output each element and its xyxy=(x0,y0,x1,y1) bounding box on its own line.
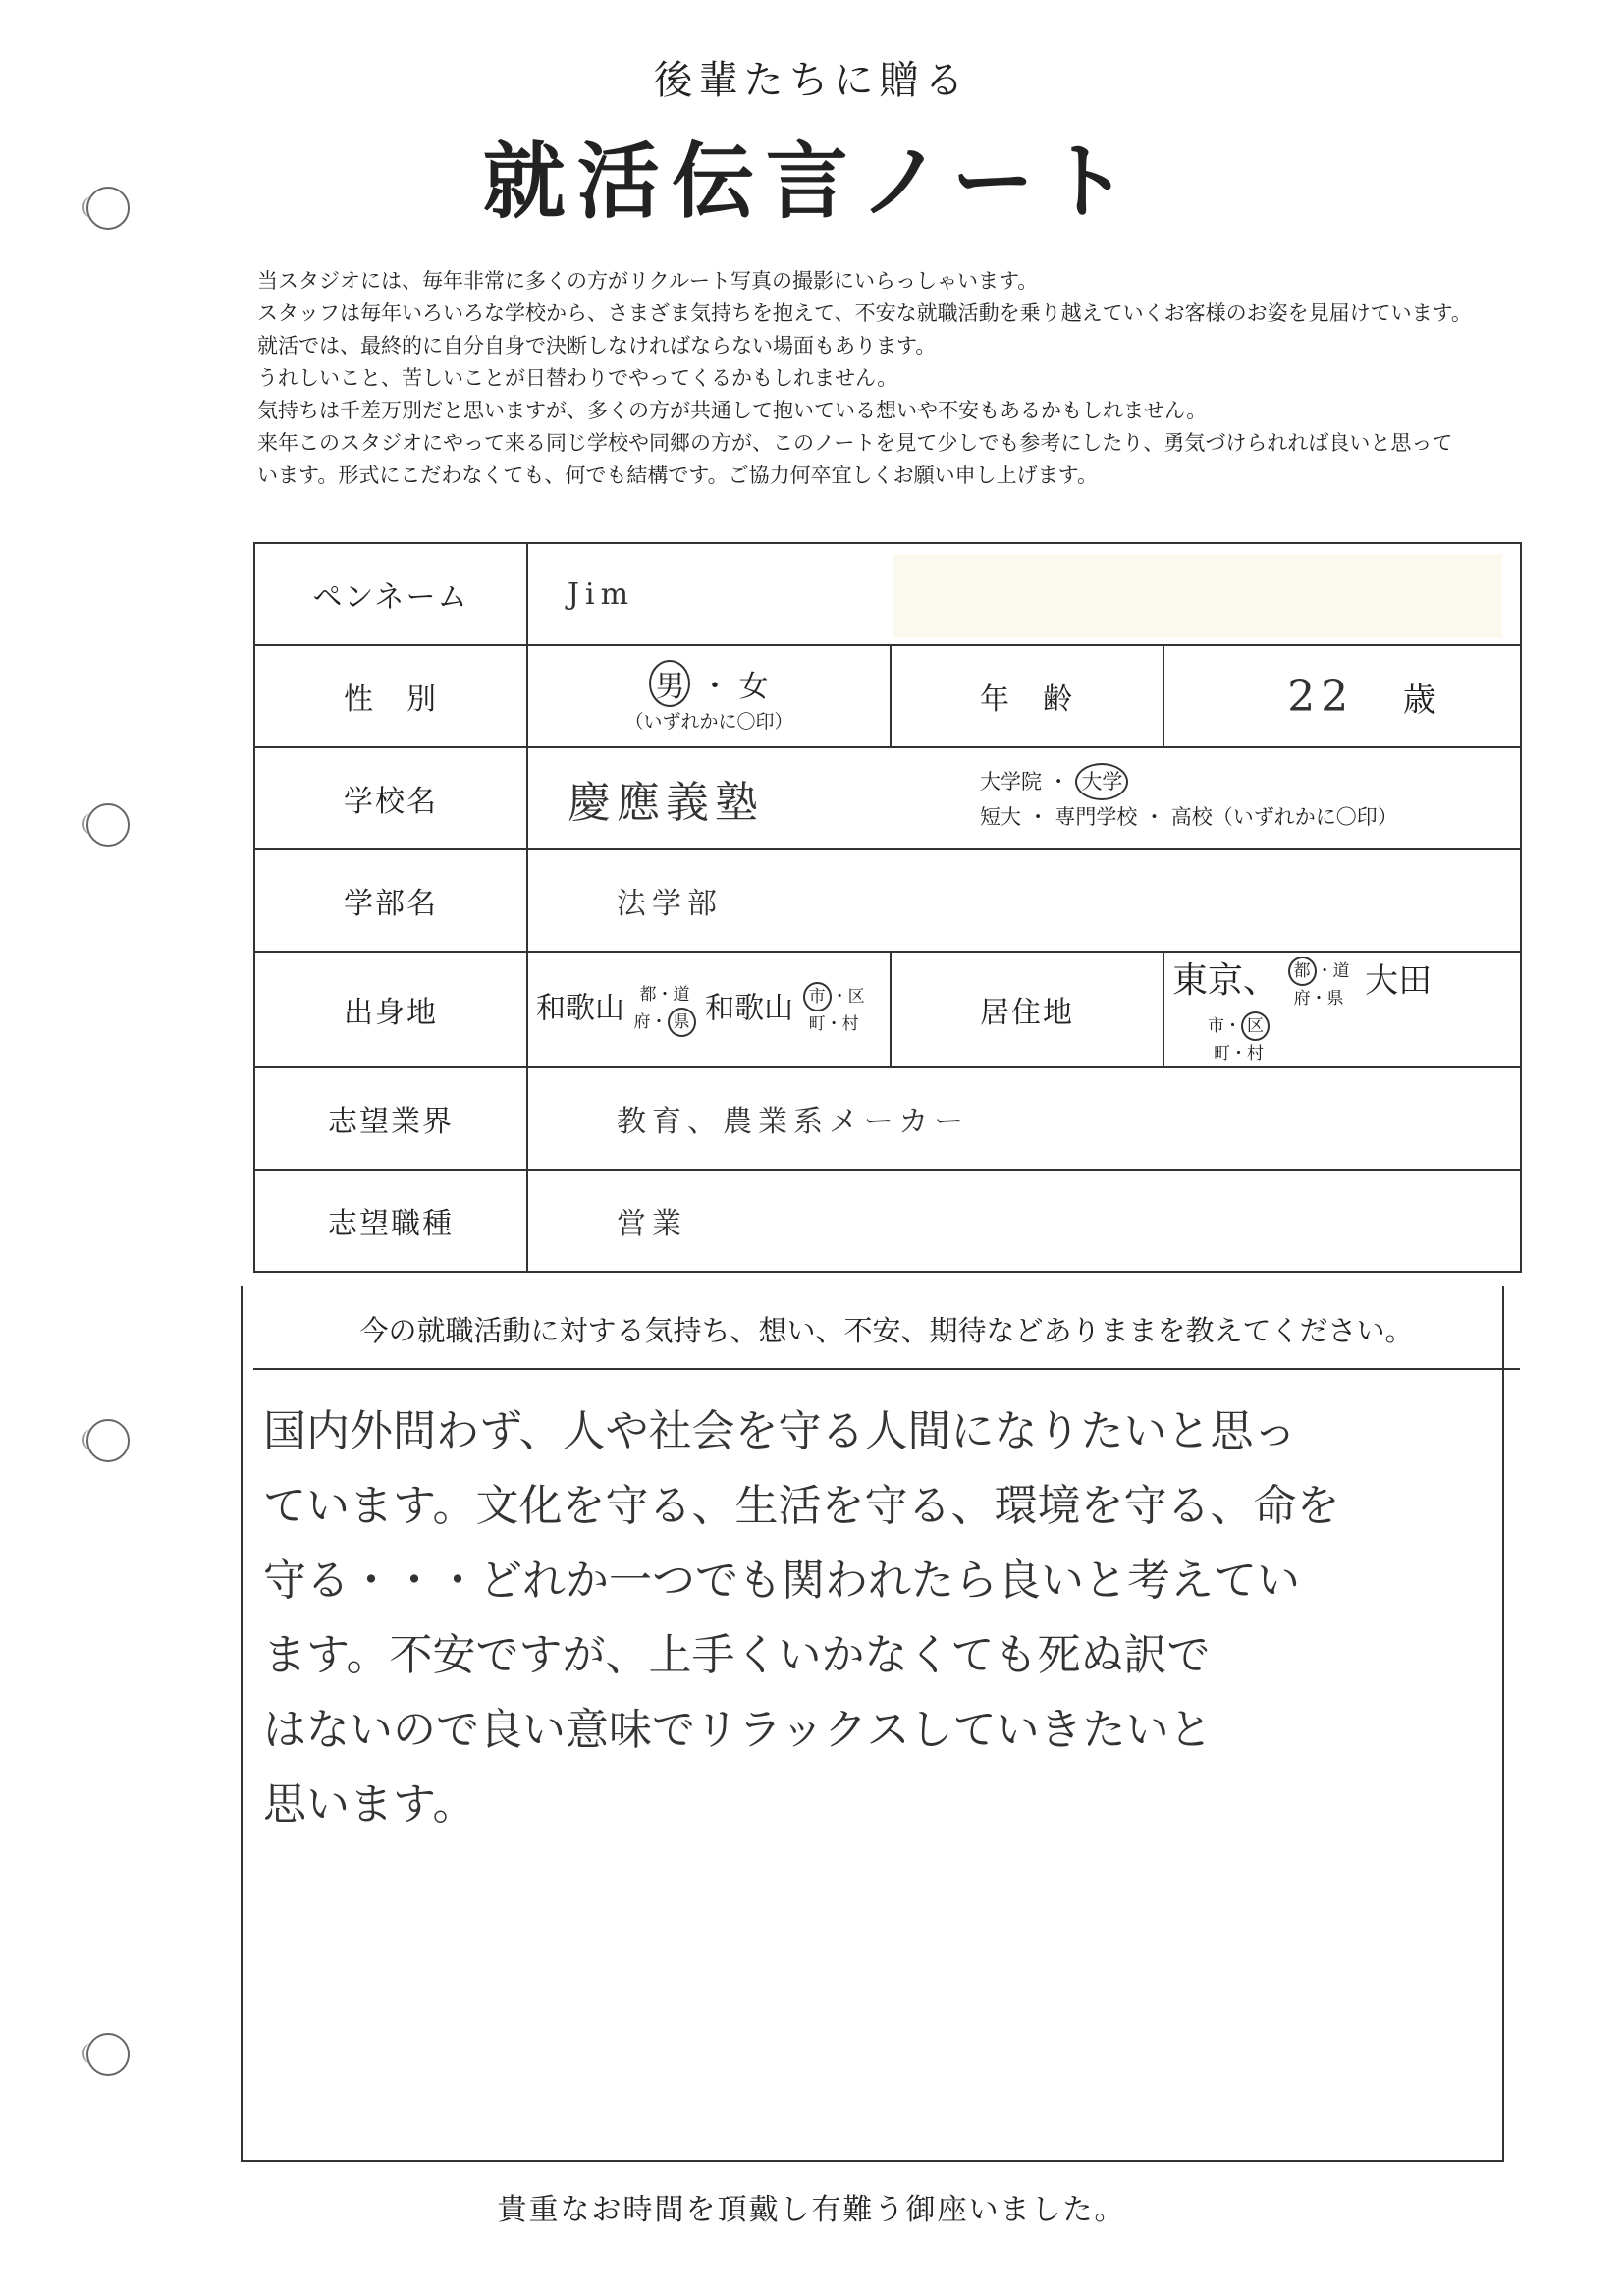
industry-label: 志望業界 xyxy=(254,1067,527,1170)
answer-line: 守る・・・どれか一つでも関われたら良いと考えてい xyxy=(263,1556,1300,1606)
residence-pref-suffix-bottom: 府・県 xyxy=(1293,988,1344,1009)
school-label: 学校名 xyxy=(254,747,527,849)
residence-pref-suffix xyxy=(1288,957,1350,1011)
origin-city-suffix-top-b: ・区 xyxy=(831,986,865,1007)
intro-line: 気持ちは千差万別だと思いますが、多くの方が共通して抱いている想いや不安もあるかもしれません。 xyxy=(257,399,1208,422)
origin-city-suffix-bottom: 町・村 xyxy=(808,1013,859,1034)
school-type-university: 大学 xyxy=(1075,763,1128,800)
industry-row xyxy=(254,1067,1521,1170)
industry-value: 教育、農業系メーカー xyxy=(527,1067,1521,1170)
intro-line: うれしいこと、苦しいことが日替わりでやってくるかもしれません。 xyxy=(257,366,898,390)
job-label: 志望職種 xyxy=(254,1170,527,1272)
gender-male: 男 xyxy=(649,660,690,707)
intro-line: 就活では、最終的に自分自身で決断しなければならない場面もあります。 xyxy=(257,334,937,357)
answer-text xyxy=(263,1394,1500,1842)
origin-pref-suffix-selected: 県 xyxy=(668,1008,696,1037)
origin-city-suffix xyxy=(803,982,865,1037)
residence-pref-suffix-top-b: ・道 xyxy=(1316,960,1350,981)
school-value: 慶應義塾 xyxy=(568,778,764,828)
profile-form xyxy=(253,542,1522,1273)
intro-text xyxy=(257,265,1602,492)
gender-label: 性 別 xyxy=(254,645,527,747)
binder-hole-4 xyxy=(86,2033,130,2076)
faculty-label: 学部名 xyxy=(254,849,527,952)
gender-cell xyxy=(527,645,891,747)
residence-label: 居住地 xyxy=(891,952,1163,1067)
answer-line: はないので良い意味でリラックスしていきたいと xyxy=(263,1705,1213,1755)
residence-city-suffix xyxy=(1208,1011,1270,1066)
age-cell xyxy=(1163,645,1521,747)
intro-line: スタッフは毎年いろいろな学校から、さまざま気持ちを抱えて、不安な就職活動を乗り越えていくお客様のお姿を見届けています。 xyxy=(257,301,1472,325)
origin-city: 和歌山 xyxy=(705,991,794,1026)
answer-line: 思います。 xyxy=(263,1779,476,1830)
origin-cell xyxy=(527,952,891,1067)
pen-name-label: ペンネーム xyxy=(254,543,527,645)
pen-name-value: Jim xyxy=(527,543,1521,645)
faculty-row xyxy=(254,849,1521,952)
intro-line: 来年このスタジオにやって来る同じ学校や同郷の方が、このノートを見て少しでも参考にしたり、勇気づけられれば良いと思って xyxy=(257,431,1453,455)
age-unit: 歳 xyxy=(1402,680,1436,720)
binder-hole-2 xyxy=(86,803,130,847)
age-value: 22 xyxy=(1287,671,1355,722)
residence-city-suffix-top-a: 市・ xyxy=(1208,1015,1241,1036)
residence-pref-suffix-selected: 都 xyxy=(1288,957,1317,986)
school-row xyxy=(254,747,1521,849)
origin-pref-suffix-bottom-a: 府・ xyxy=(633,1011,668,1032)
age-label: 年 齢 xyxy=(891,645,1163,747)
gender-female: 女 xyxy=(738,669,769,704)
answer-line: ています。文化を守る、生活を守る、環境を守る、命を xyxy=(263,1481,1340,1531)
school-type-others: 短大 ・ 専門学校 ・ 高校（いずれかに〇印） xyxy=(980,805,1398,829)
job-row xyxy=(254,1170,1521,1272)
origin-pref-suffix-top: 都・道 xyxy=(639,984,690,1005)
school-type-grad: 大学院 ・ xyxy=(980,770,1069,793)
intro-line: 当スタジオには、毎年非常に多くの方がリクルート写真の撮影にいらっしゃいます。 xyxy=(257,269,1039,293)
origin-pref: 和歌山 xyxy=(536,991,624,1026)
school-cell xyxy=(527,747,1521,849)
answer-line: ます。不安ですが、上手くいかなくても死ぬ訳で xyxy=(263,1630,1211,1680)
question-text: 今の就職活動に対する気持ち、想い、不安、期待などありままを教えてください。 xyxy=(253,1294,1520,1370)
gender-age-row xyxy=(254,645,1521,747)
residence-city-suffix-bottom: 町・村 xyxy=(1214,1043,1264,1064)
residence-city-suffix-selected: 区 xyxy=(1241,1011,1270,1041)
page-title: 就活伝言ノート xyxy=(482,134,1141,230)
gender-note: （いずれかに〇印） xyxy=(624,710,793,733)
faculty-value: 法学部 xyxy=(527,849,1521,952)
residence-pref: 東京、 xyxy=(1172,960,1279,1001)
binder-hole-3 xyxy=(86,1419,130,1462)
footer-thanks: 貴重なお時間を頂戴し有難う御座いました。 xyxy=(497,2193,1126,2227)
residence-cell xyxy=(1163,952,1521,1067)
gender-separator: ・ xyxy=(700,669,730,704)
origin-pref-suffix xyxy=(634,982,696,1037)
answer-line: 国内外問わず、人や社会を守る人間になりたいと思っ xyxy=(263,1406,1297,1456)
origin-residence-row xyxy=(254,952,1521,1067)
subtitle: 後輩たちに贈る xyxy=(653,58,970,103)
job-value: 営業 xyxy=(527,1170,1521,1272)
residence-city: 大田 xyxy=(1365,961,1433,1001)
origin-city-suffix-selected: 市 xyxy=(803,982,832,1011)
pen-name-row xyxy=(254,543,1521,645)
origin-label: 出身地 xyxy=(254,952,527,1067)
school-type xyxy=(980,763,1398,834)
intro-line: います。形式にこだわなくても、何でも結構です。ご協力何卒宜しくお願い申し上げます。 xyxy=(257,464,1098,487)
